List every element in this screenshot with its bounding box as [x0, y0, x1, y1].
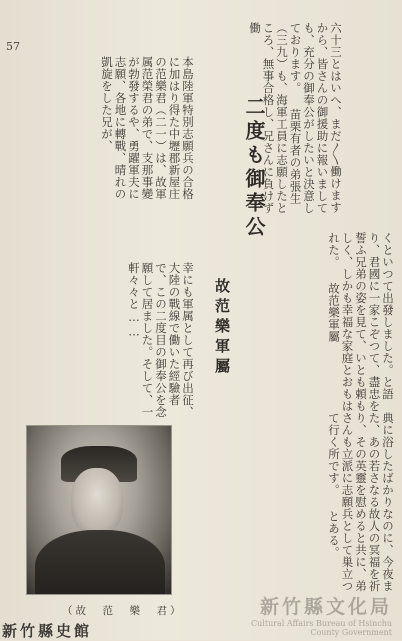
watermark-sub-2: County Government — [310, 628, 392, 637]
photo-body — [35, 530, 165, 595]
text-block-mid-left: 幸にも軍属として再び出征、大陸の戰線で働いた經驗者で、この二度目の御奉公を念願して居ました。そして、一軒々々と…… — [127, 262, 195, 418]
text-block-mid-right: くといつて出發しました。と語り、君國に一家こぞつて、盡忠を誓ふ兄弟の姿を見て、いとも頼もしく、しかも幸福な家庭とおもはれた。 故范樂軍屬 — [327, 232, 395, 412]
photo-caption: （故 范 樂 君） — [62, 605, 184, 617]
photo-face — [71, 468, 123, 534]
watermark-main: 新竹縣文化局 — [259, 596, 392, 618]
archive-stamp: 新竹縣史館 — [2, 622, 93, 640]
watermark-sub-1: Cultural Affairs Bureau of Hsinchu — [251, 619, 392, 628]
section-title: 故范樂軍屬 — [213, 278, 231, 378]
text-block-low-right: 典に浴したばかりなのに、今夜また、あの若さなる故人の冥福を祈り、その英靈を慰めると共に、弟さんも立派に志願兵として巣立つて行く所です。 とある。 — [327, 412, 395, 592]
text-block-top-right: 六十三とはいへ、まだ〳〵働けますから、皆さんの御援助に報いましても、充分の御奉公がしたいと決意しております。 苗栗有者の弟張生（三九）も、海軍工員に志願したところ、無事合格し、兄さんに負けず働 — [248, 22, 343, 214]
text-block-top-left: 本島陸軍特別志願兵の合格に加はり得た中壢郡新屋庄の范樂君（二一）は、故軍属范榮君の弟で、支那事變が勃發するや、勇躍軍夫に志願、各地に轉戰、晴れの凱旋をした兄が、 — [100, 56, 195, 200]
page-number: 57 — [6, 40, 20, 53]
watermark — [251, 592, 392, 637]
portrait-photo — [26, 425, 172, 595]
article-title: 二度も御奉公 — [242, 96, 266, 240]
